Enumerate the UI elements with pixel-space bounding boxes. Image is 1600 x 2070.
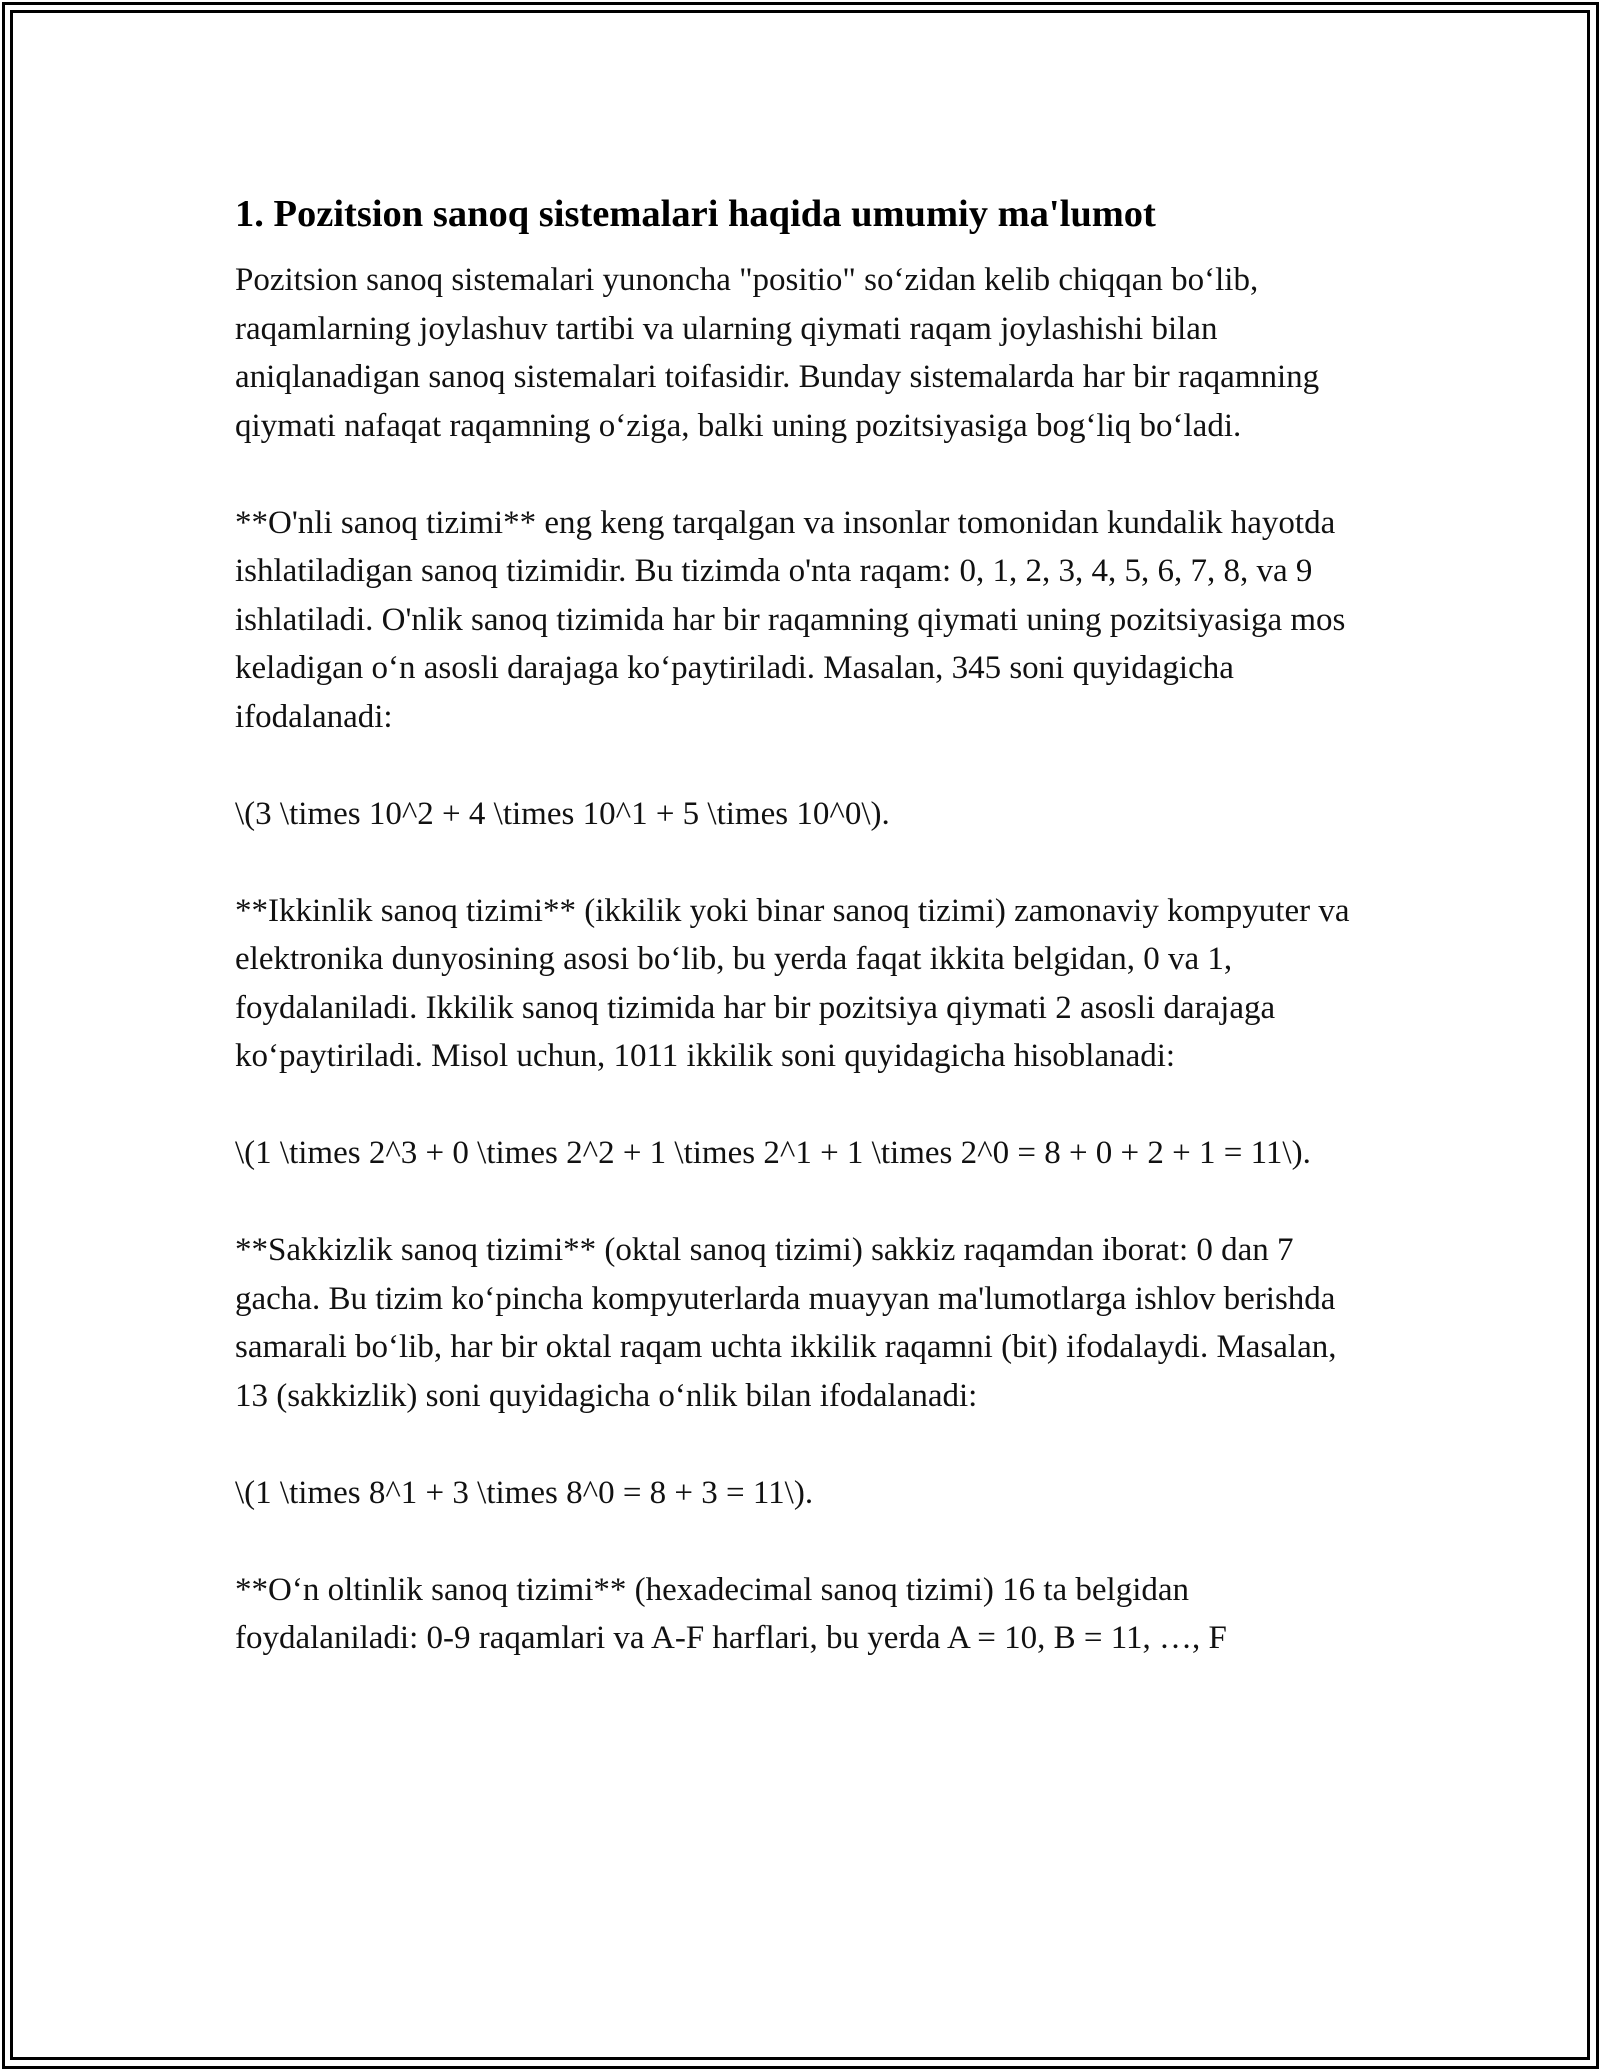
formula-binary-example: \(1 \times 2^3 + 0 \times 2^2 + 1 \times 2^1 + 1 \times 2^0 = 8 + 0 + 2 + 1 = 11\).	[235, 1135, 1311, 1171]
formula-octal-example: \(1 \times 8^1 + 3 \times 8^0 = 8 + 3 = 11\).	[235, 1474, 814, 1511]
paragraph-intro: Pozitsion sanoq sistemalari yunoncha "positio" so‘zidan kelib chiqqan bo‘lib, raqamlarning joylashuv tartibi va ularning qiymati raqam joylashishi bilan aniqlanadigan sanoq sistemalari toifasidir. Bunday sistemalarda har bir raqamning qiymati nafaqat raqamning o‘ziga, balki uning pozitsiyasiga bog‘liq bo‘ladi.	[235, 262, 1320, 444]
paragraph-binary-system: **Ikkinlik sanoq tizimi** (ikkilik yoki binar sanoq tizimi) zamonaviy kompyuter va elektronika dunyosining asosi bo‘lib, bu yerda faqat ikkita belgidan, 0 va 1, foydalaniladi. Ikkilik sanoq tizimida har bir pozitsiya qiymati 2 asosli darajaga ko‘paytiriladi. Misol uchun, 1011 ikkilik soni quyidagicha hisoblanadi:	[235, 892, 1350, 1074]
section-heading: 1. Pozitsion sanoq sistemalari haqida umumiy ma'lumot	[235, 193, 1156, 235]
document-body	[235, 186, 1365, 1663]
formula-decimal-example: \(3 \times 10^2 + 4 \times 10^1 + 5 \times 10^0\).	[235, 795, 890, 832]
paragraph-octal-system: **Sakkizlik sanoq tizimi** (oktal sanoq tizimi) sakkiz raqamdan iborat: 0 dan 7 gacha. Bu tizim ko‘pincha kompyuterlarda muayyan ma'lumotlarga ishlov berishda samarali bo‘lib, har bir oktal raqam uchta ikkilik raqamni (bit) ifodalaydi. Masalan, 13 (sakkizlik) soni quyidagicha o‘nlik bilan ifodalanadi:	[235, 1232, 1337, 1414]
paragraph-decimal-system: **O'nli sanoq tizimi** eng keng tarqalgan va insonlar tomonidan kundalik hayotda ishlatiladigan sanoq tizimidir. Bu tizimda o'nta raqam: 0, 1, 2, 3, 4, 5, 6, 7, 8, va 9 ishlatiladi. O'nlik sanoq tizimida har bir raqamning qiymati uning pozitsiyasiga mos keladigan o‘n asosli darajaga ko‘paytiriladi. Masalan, 345 soni quyidagicha ifodalanadi:	[235, 504, 1346, 735]
paragraph-hexadecimal-system: **O‘n oltinlik sanoq tizimi** (hexadecimal sanoq tizimi) 16 ta belgidan foydalaniladi: 0-9 raqamlari va A-F harflari, bu yerda A = 10, B = 11, …, F	[235, 1571, 1227, 1656]
